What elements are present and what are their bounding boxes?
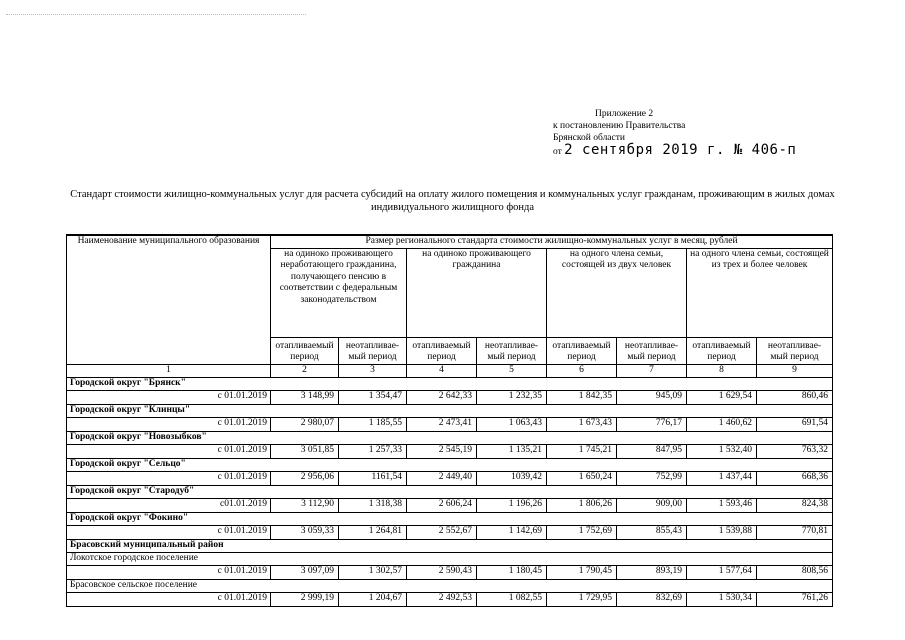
table-cell-value: 909,00: [617, 498, 687, 512]
table-cell-value: 1 593,46: [687, 498, 757, 512]
table-cell-value: 2 449,40: [407, 471, 477, 485]
table-cell-value: 1 673,43: [547, 417, 617, 431]
table-body: [67, 377, 833, 606]
header-heated: отапливаемый период: [687, 337, 757, 364]
table-cell-value: 847,95: [617, 444, 687, 458]
table-cell-value: 761,26: [757, 592, 833, 606]
table-cell-value: 832,69: [617, 592, 687, 606]
table-cell-value: 1 842,35: [547, 390, 617, 404]
effective-date: с 01.01.2019: [67, 565, 271, 579]
table-cell-value: 1 577,64: [687, 565, 757, 579]
section-label: Городской округ "Новозыбков": [67, 431, 833, 444]
table-cell-value: 855,43: [617, 525, 687, 539]
table-cell-value: 1 135,21: [477, 444, 547, 458]
table-cell-value: 1 629,54: [687, 390, 757, 404]
effective-date: с 01.01.2019: [67, 417, 271, 431]
table-cell-value: 1 532,40: [687, 444, 757, 458]
table-cell-value: 808,56: [757, 565, 833, 579]
table-cell-value: 945,09: [617, 390, 687, 404]
header-heated: отапливаемый период: [547, 337, 617, 364]
header-group-family-three: на одного члена семьи, состоящей из трех и более человек: [687, 248, 833, 337]
table-row: [67, 471, 833, 485]
table-row: [67, 498, 833, 512]
section-label: Городской округ "Фокино": [67, 512, 833, 525]
table-cell-value: 3 059,33: [271, 525, 339, 539]
column-number: 2: [271, 364, 339, 377]
section-row: [67, 431, 833, 444]
column-number-row: [67, 364, 833, 377]
standards-table: [66, 234, 833, 607]
table-cell-value: 2 590,43: [407, 565, 477, 579]
table-row: [67, 525, 833, 539]
table-cell-value: 1 302,57: [339, 565, 407, 579]
subsection-label: Локотское городское поселение: [67, 552, 833, 565]
subsection-row: [67, 552, 833, 565]
section-label: Городской округ "Стародуб": [67, 485, 833, 498]
table-cell-value: 1 318,38: [339, 498, 407, 512]
table-cell-value: 763,32: [757, 444, 833, 458]
table-cell-value: 691,54: [757, 417, 833, 431]
table-cell-value: 1 180,45: [477, 565, 547, 579]
column-number: 7: [617, 364, 687, 377]
column-number: 1: [67, 364, 271, 377]
table-row: [67, 390, 833, 404]
appendix-title: Приложение 2: [595, 109, 654, 119]
table-cell-value: 668,36: [757, 471, 833, 485]
appendix-region: Брянской области: [553, 133, 625, 143]
table-cell-value: 1 530,34: [687, 592, 757, 606]
section-row: [67, 404, 833, 417]
section-row: [67, 512, 833, 525]
table-cell-value: 776,17: [617, 417, 687, 431]
section-row: [67, 377, 833, 390]
appendix-date-line: [553, 144, 796, 158]
section-label: Городской округ "Сельцо": [67, 458, 833, 471]
table-cell-value: 2 956,06: [271, 471, 339, 485]
header-group-pensioner: на одиноко проживающего неработающего гражданина, получающего пенсию в соответствии с федеральным законодательством: [271, 248, 407, 337]
table-cell-value: 1161,54: [339, 471, 407, 485]
table-row: [67, 592, 833, 606]
table-cell-value: 1 082,55: [477, 592, 547, 606]
effective-date: с 01.01.2019: [67, 471, 271, 485]
header-group-family-two: на одного члена семьи, состоящей из двух человек: [547, 248, 687, 337]
table-cell-value: 1 745,21: [547, 444, 617, 458]
section-row: [67, 539, 833, 552]
section-label: Брасовский муниципальный район: [67, 539, 833, 552]
table-cell-value: 1 063,43: [477, 417, 547, 431]
document-title: Стандарт стоимости жилищно-коммунальных услуг для расчета субсидий на оплату жилого помещения и коммунальных услуг гражданам, проживающим в жилых домах индивидуального жилищного фонда: [70, 189, 835, 213]
table-cell-value: 1 204,67: [339, 592, 407, 606]
column-number: 5: [477, 364, 547, 377]
header-heated: отапливаемый период: [271, 337, 339, 364]
appendix-date-handwritten: 2 сентября 2019 г. № 406-п: [564, 142, 797, 158]
header-heated: отапливаемый период: [407, 337, 477, 364]
table-cell-value: 2 552,67: [407, 525, 477, 539]
column-number: 6: [547, 364, 617, 377]
table-cell-value: 1 264,81: [339, 525, 407, 539]
appendix-date-prefix: от: [553, 147, 562, 157]
table-cell-value: 2 980,07: [271, 417, 339, 431]
table-cell-value: 1 539,88: [687, 525, 757, 539]
effective-date: с 01.01.2019: [67, 592, 271, 606]
header-group-single: на одиноко проживающего гражданина: [407, 248, 547, 337]
section-row: [67, 458, 833, 471]
subsection-label: Брасовское сельское поселение: [67, 579, 833, 592]
column-number: 8: [687, 364, 757, 377]
subsection-row: [67, 579, 833, 592]
table-cell-value: 752,99: [617, 471, 687, 485]
header-municipality: Наименование муниципального образования: [67, 235, 271, 364]
table-cell-value: 3 148,99: [271, 390, 339, 404]
header-main: Размер регионального стандарта стоимости жилищно-коммунальных услуг в месяц, рублей: [271, 235, 833, 248]
table-cell-value: 1 460,62: [687, 417, 757, 431]
table-cell-value: 1 806,26: [547, 498, 617, 512]
table-row: [67, 417, 833, 431]
table-cell-value: 3 051,85: [271, 444, 339, 458]
table-cell-value: 3 112,90: [271, 498, 339, 512]
table-cell-value: 1 729,95: [547, 592, 617, 606]
table-cell-value: 770,81: [757, 525, 833, 539]
header-unheated: неотапливае-мый период: [339, 337, 407, 364]
section-label: Городской округ "Брянск": [67, 377, 833, 390]
table-cell-value: 1 196,26: [477, 498, 547, 512]
scan-artifact-line: [6, 14, 306, 16]
table-cell-value: 2 999,19: [271, 592, 339, 606]
table-cell-value: 3 097,09: [271, 565, 339, 579]
section-label: Городской округ "Клинцы": [67, 404, 833, 417]
table-cell-value: 1039,42: [477, 471, 547, 485]
column-number: 3: [339, 364, 407, 377]
column-number: 4: [407, 364, 477, 377]
table-cell-value: 2 473,41: [407, 417, 477, 431]
section-row: [67, 485, 833, 498]
effective-date: с 01.01.2019: [67, 525, 271, 539]
table-cell-value: 1 257,33: [339, 444, 407, 458]
table-row: [67, 565, 833, 579]
table-cell-value: 860,46: [757, 390, 833, 404]
table-cell-value: 2 492,53: [407, 592, 477, 606]
header-unheated: неотапливае-мый период: [617, 337, 687, 364]
table-cell-value: 2 545,19: [407, 444, 477, 458]
column-number: 9: [757, 364, 833, 377]
appendix-block: [553, 108, 796, 158]
table-cell-value: 1 650,24: [547, 471, 617, 485]
table-cell-value: 824,38: [757, 498, 833, 512]
table-cell-value: 1 185,55: [339, 417, 407, 431]
table-cell-value: 893,19: [617, 565, 687, 579]
table-cell-value: 1 142,69: [477, 525, 547, 539]
header-unheated: неотапливае-мый период: [757, 337, 833, 364]
table-cell-value: 2 606,24: [407, 498, 477, 512]
effective-date: с 01.01.2019: [67, 390, 271, 404]
table-cell-value: 1 354,47: [339, 390, 407, 404]
table-row: [67, 444, 833, 458]
table-cell-value: 1 752,69: [547, 525, 617, 539]
appendix-resolution: к постановлению Правительства: [553, 121, 686, 131]
effective-date: с 01.01.2019: [67, 444, 271, 458]
table-cell-value: 2 642,33: [407, 390, 477, 404]
effective-date: с01.01.2019: [67, 498, 271, 512]
header-unheated: неотапливае-мый период: [477, 337, 547, 364]
table-cell-value: 1 232,35: [477, 390, 547, 404]
table-cell-value: 1 790,45: [547, 565, 617, 579]
table-cell-value: 1 437,44: [687, 471, 757, 485]
